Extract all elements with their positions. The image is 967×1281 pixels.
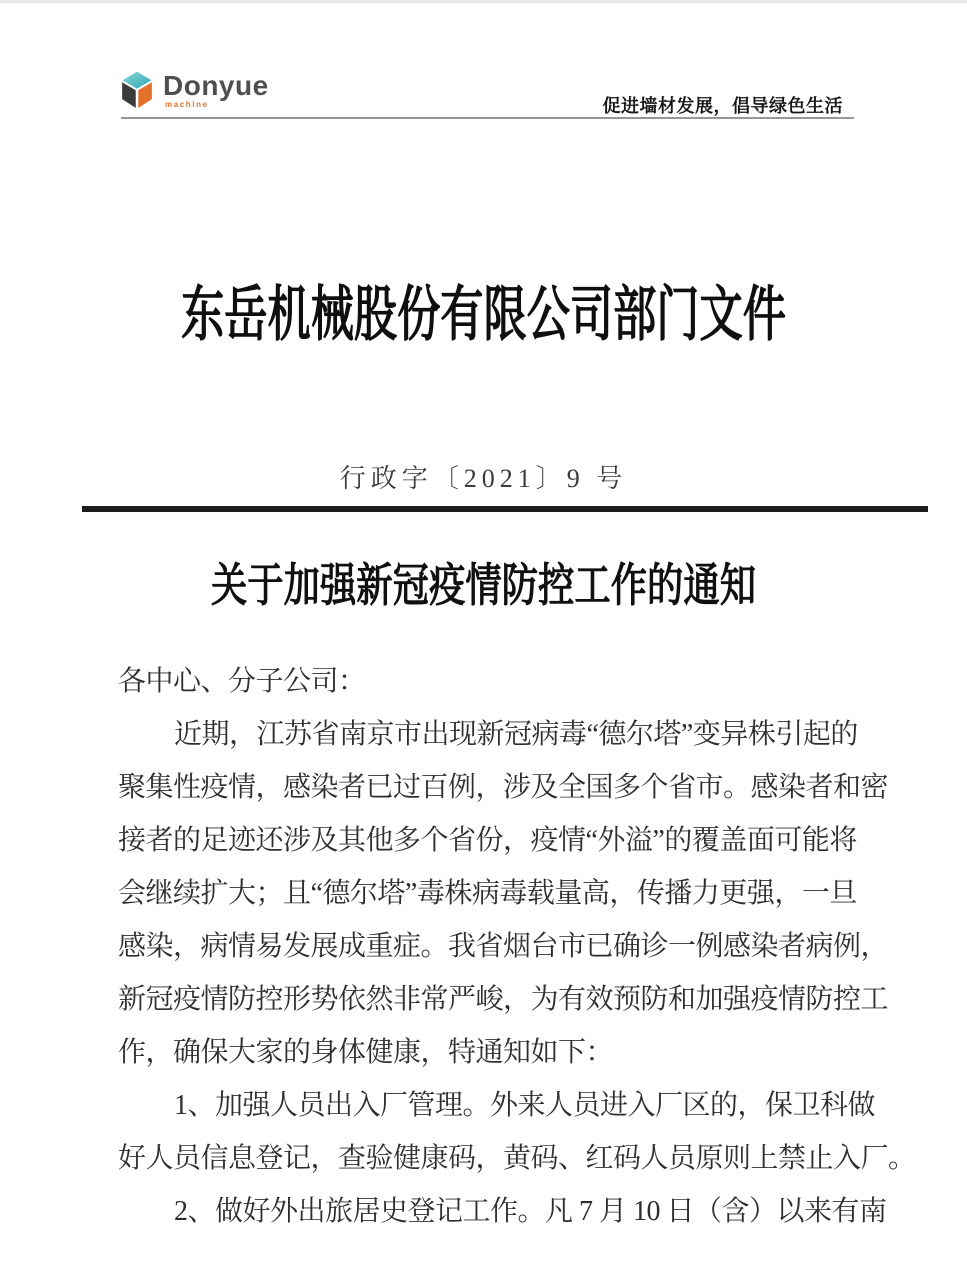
header-divider [121, 117, 854, 119]
document-rule [82, 506, 928, 512]
body-line: 2、做好外出旅居史登记工作。凡 7 月 10 日（含）以来有南 [174, 1196, 887, 1227]
body-line: 接者的足迹还涉及其他多个省份，疫情“外溢”的覆盖面可能将 [118, 825, 857, 856]
brand-name: Donyue [163, 70, 269, 101]
document-number: 行政字〔2021〕9 号 [339, 464, 628, 493]
body-paragraphs [118, 708, 916, 1238]
scan-top-edge [0, 0, 967, 3]
notice-title: 关于加强新冠疫情防控工作的通知 [210, 560, 757, 611]
body-line: 好人员信息登记，查验健康码，黄码、红码人员原则上禁止入厂。 [118, 1143, 916, 1174]
body-line: 聚集性疫情，感染者已过百例，涉及全国多个省市。感染者和密 [118, 772, 889, 803]
company-logo [120, 68, 269, 110]
body-line: 作，确保大家的身体健康，特通知如下： [118, 1037, 614, 1068]
body-line: 感染，病情易发展成重症。我省烟台市已确诊一例感染者病例， [118, 931, 889, 962]
body-line: 1、加强人员出入厂管理。外来人员进入厂区的，保卫科做 [174, 1090, 876, 1121]
salutation: 各中心、分子公司： [118, 666, 366, 697]
body-line: 会继续扩大；且“德尔塔”毒株病毒载量高，传播力更强，一旦 [118, 878, 857, 909]
brand-subtitle: machine [165, 100, 209, 109]
header-slogan: 促进墙材发展，倡导绿色生活 [602, 96, 843, 116]
body-line: 近期，江苏省南京市出现新冠病毒“德尔塔”变异株引起的 [174, 719, 858, 750]
body-line: 新冠疫情防控形势依然非常严峻，为有效预防和加强疫情防控工 [118, 984, 889, 1015]
document-body [118, 655, 916, 1238]
logo-cube-icon [120, 70, 154, 110]
brand-block [163, 70, 269, 109]
document-title: 东岳机械股份有限公司部门文件 [181, 282, 786, 348]
